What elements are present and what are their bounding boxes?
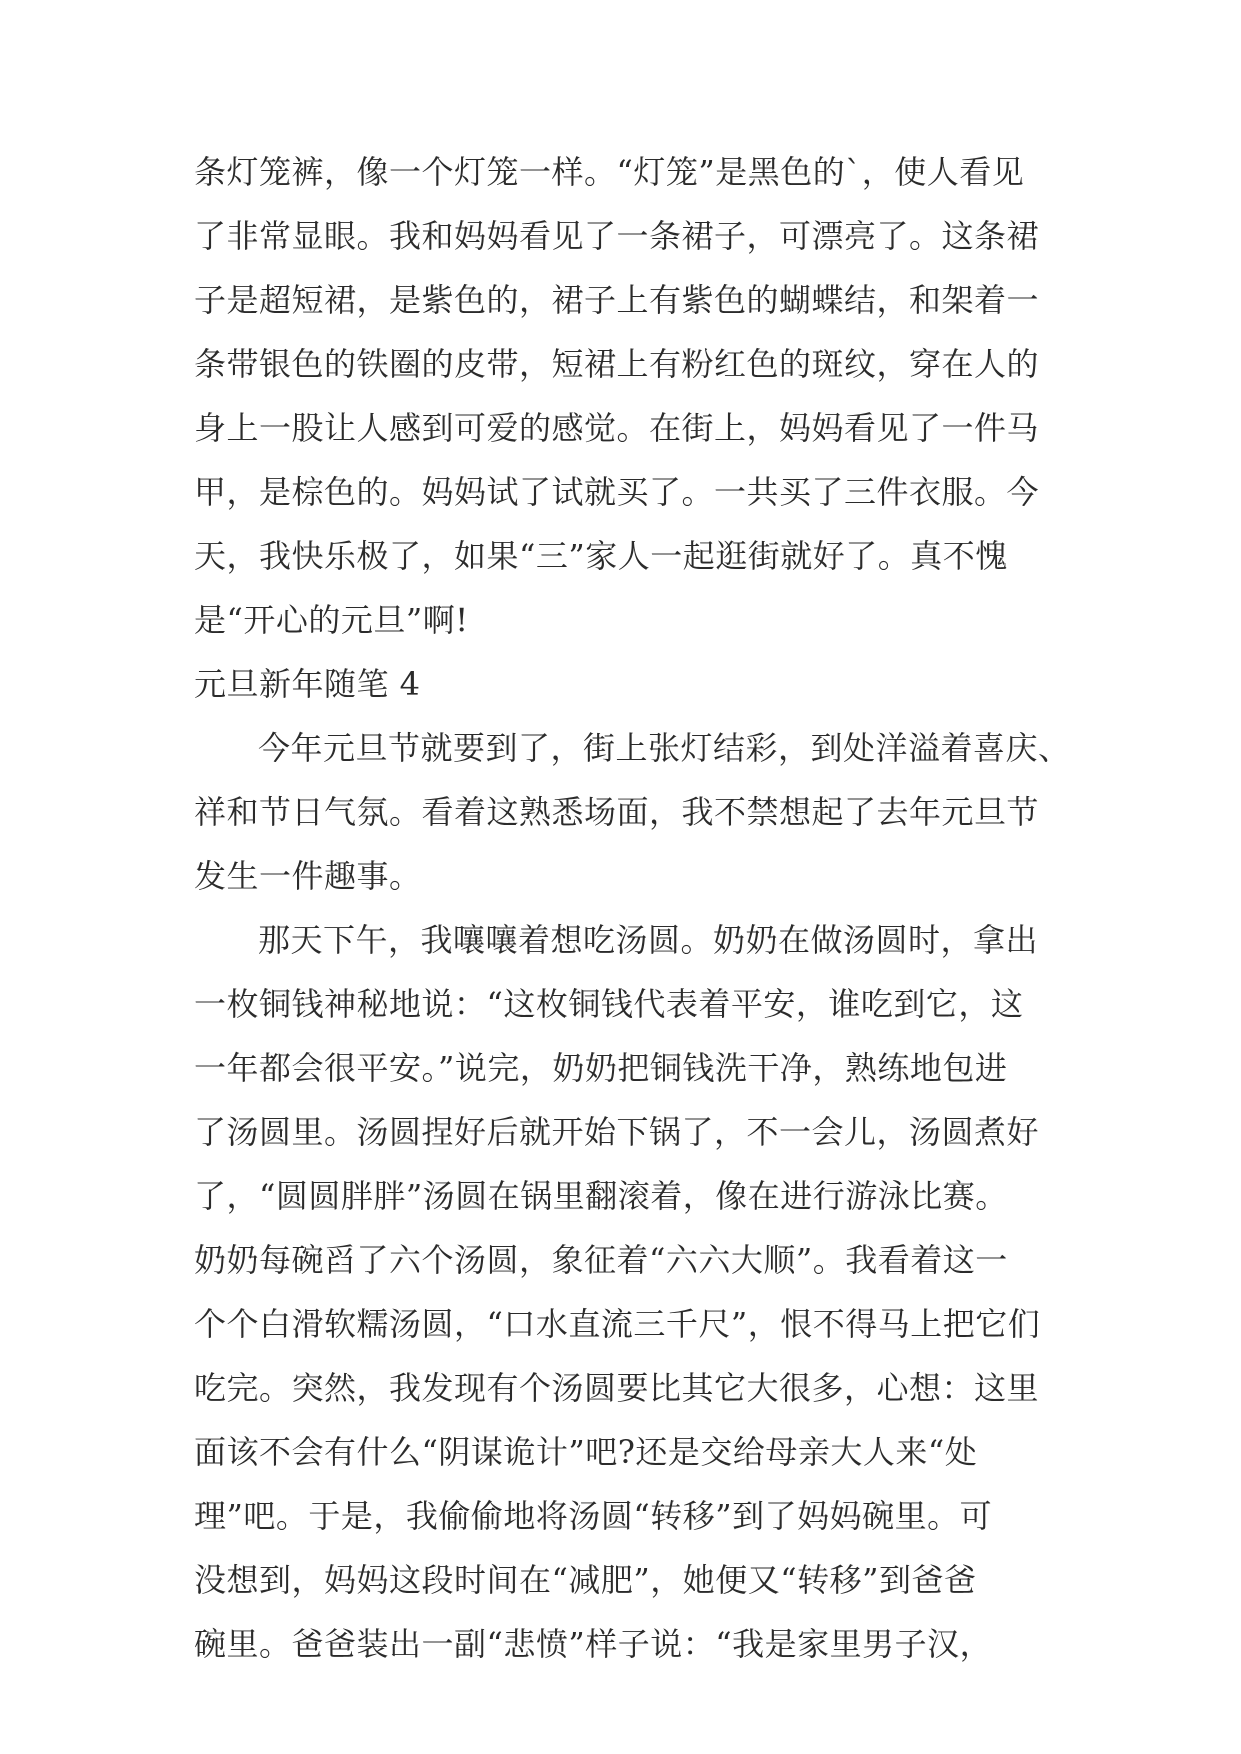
text-line: 吃完。突然，我发现有个汤圆要比其它大很多，心想：这里 <box>194 1369 1040 1407</box>
text-line: 一年都会很平安。”说完，奶奶把铜钱洗干净，熟练地包进 <box>194 1049 1008 1087</box>
document-page <box>194 140 1071 1676</box>
paragraph-previous <box>194 140 1054 652</box>
text-line: 子是超短裙，是紫色的，裙子上有紫色的蝴蝶结，和架着一 <box>194 281 1040 319</box>
text-line: 碗里。爸爸装出一副“悲愤”样子说：“我是家里男子汉， <box>194 1625 993 1663</box>
text-line: 面该不会有什么“阴谋诡计”吧?还是交给母亲大人来“处 <box>194 1433 978 1471</box>
text-line: 奶奶每碗舀了六个汤圆，象征着“六六大顺”。我看着这一 <box>194 1241 1008 1279</box>
text-line: 条灯笼裤，像一个灯笼一样。“灯笼”是黑色的`，使人看见 <box>194 153 1025 191</box>
text-line: 理”吧。于是，我偷偷地将汤圆“转移”到了妈妈碗里。可 <box>194 1497 993 1535</box>
text-line: 条带银色的铁圈的皮带，短裙上有粉红色的斑纹，穿在人的 <box>194 345 1040 383</box>
text-line: 甲，是棕色的。妈妈试了试就买了。一共买了三件衣服。今 <box>194 473 1040 511</box>
paragraph-1 <box>194 716 1071 908</box>
paragraph-2 <box>194 908 1054 1676</box>
text-line: 祥和节日气氛。看着这熟悉场面，我不禁想起了去年元旦节 <box>194 793 1040 831</box>
text-line: 发生一件趣事。 <box>194 857 422 895</box>
text-line: 身上一股让人感到可爱的感觉。在街上，妈妈看见了一件马 <box>194 409 1040 447</box>
text-line: 天，我快乐极了，如果“三”家人一起逛街就好了。真不愧 <box>194 537 1008 575</box>
text-line: 今年元旦节就要到了，街上张灯结彩，到处洋溢着喜庆、 <box>258 729 1071 767</box>
text-line: 没想到，妈妈这段时间在“减肥”，她便又“转移”到爸爸 <box>194 1561 977 1599</box>
text-line: 了，“圆圆胖胖”汤圆在锅里翻滚着，像在进行游泳比赛。 <box>194 1177 1008 1215</box>
text-line: 那天下午，我嚷嚷着想吃汤圆。奶奶在做汤圆时，拿出 <box>258 921 1039 959</box>
text-line: 一枚铜钱神秘地说：“这枚铜钱代表着平安，谁吃到它，这 <box>194 985 1024 1023</box>
text-line: 是“开心的元旦”啊! <box>194 601 469 639</box>
text-line: 了非常显眼。我和妈妈看见了一条裙子，可漂亮了。这条裙 <box>194 217 1040 255</box>
text-line: 个个白滑软糯汤圆，“口水直流三千尺”，恨不得马上把它们 <box>194 1305 1041 1343</box>
text-line: 了汤圆里。汤圆捏好后就开始下锅了，不一会儿，汤圆煮好 <box>194 1113 1040 1151</box>
section-heading: 元旦新年随笔 4 <box>194 665 421 703</box>
